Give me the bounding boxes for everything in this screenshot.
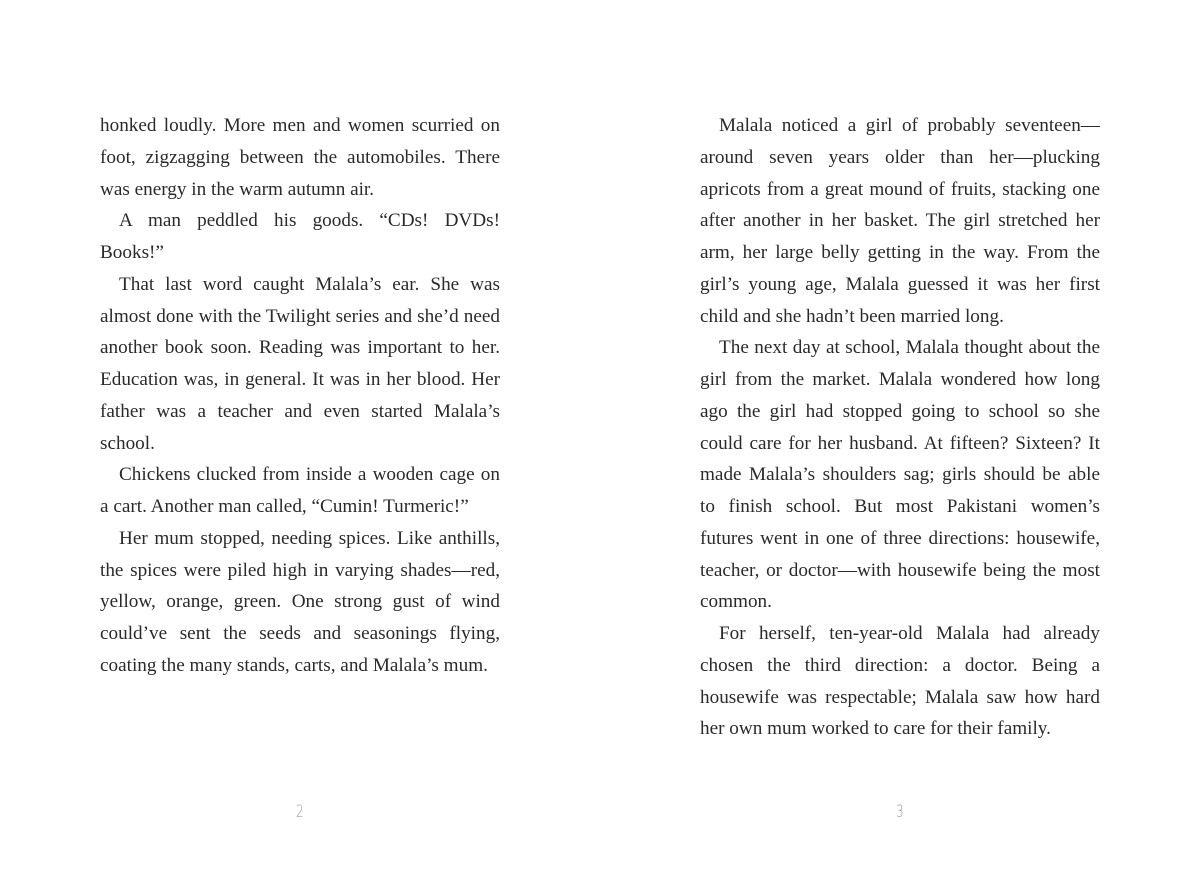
paragraph: A man peddled his goods. “CDs! DVDs! Books!”	[100, 210, 500, 263]
page-number-right: 3	[896, 802, 904, 822]
paragraph: The next day at school, Malala thought about the girl from the market. Malala wondered how long ago the girl had stopped going to school so she could care for her husband. At fifteen? Sixteen? It made Malala’s shoulders sag; girls should be able to finish school. But most Pakistani women’s futures went in one of three directions: housewife, teacher, or doctor—with housewife being the most common.	[700, 337, 1100, 613]
left-page-body	[100, 110, 500, 682]
right-page-body	[700, 110, 1100, 745]
right-page	[700, 110, 1100, 830]
page-number-left: 2	[296, 802, 304, 822]
paragraph: Her mum stopped, needing spices. Like anthills, the spices were piled high in varying shades—red, yellow, orange, green. One strong gust of wind could’ve sent the seeds and seasonings flying, coating the many stands, carts, and Malala’s mum.	[100, 527, 500, 676]
paragraph: honked loudly. More men and women scurried on foot, zigzagging between the automobiles. There was energy in the warm autumn air.	[100, 115, 500, 200]
paragraph: Malala noticed a girl of probably seventeen—around seven years older than her—plucking apricots from a great mound of fruits, stacking one after another in her basket. The girl stretched her arm, her large belly getting in the way. From the girl’s young age, Malala guessed it was her first child and she hadn’t been married long.	[700, 115, 1100, 327]
paragraph: Chickens clucked from inside a wooden cage on a cart. Another man called, “Cumin! Turmeric!”	[100, 464, 500, 517]
paragraph: For herself, ten-year-old Malala had already chosen the third direction: a doctor. Being a housewife was respectable; Malala saw how hard her own mum worked to care for their family.	[700, 623, 1100, 740]
left-page	[100, 110, 500, 830]
paragraph: That last word caught Malala’s ear. She was almost done with the Twilight series and she’d need another book soon. Reading was important to her. Education was, in general. It was in her blood. Her father was a teacher and even started Malala’s school.	[100, 273, 500, 454]
